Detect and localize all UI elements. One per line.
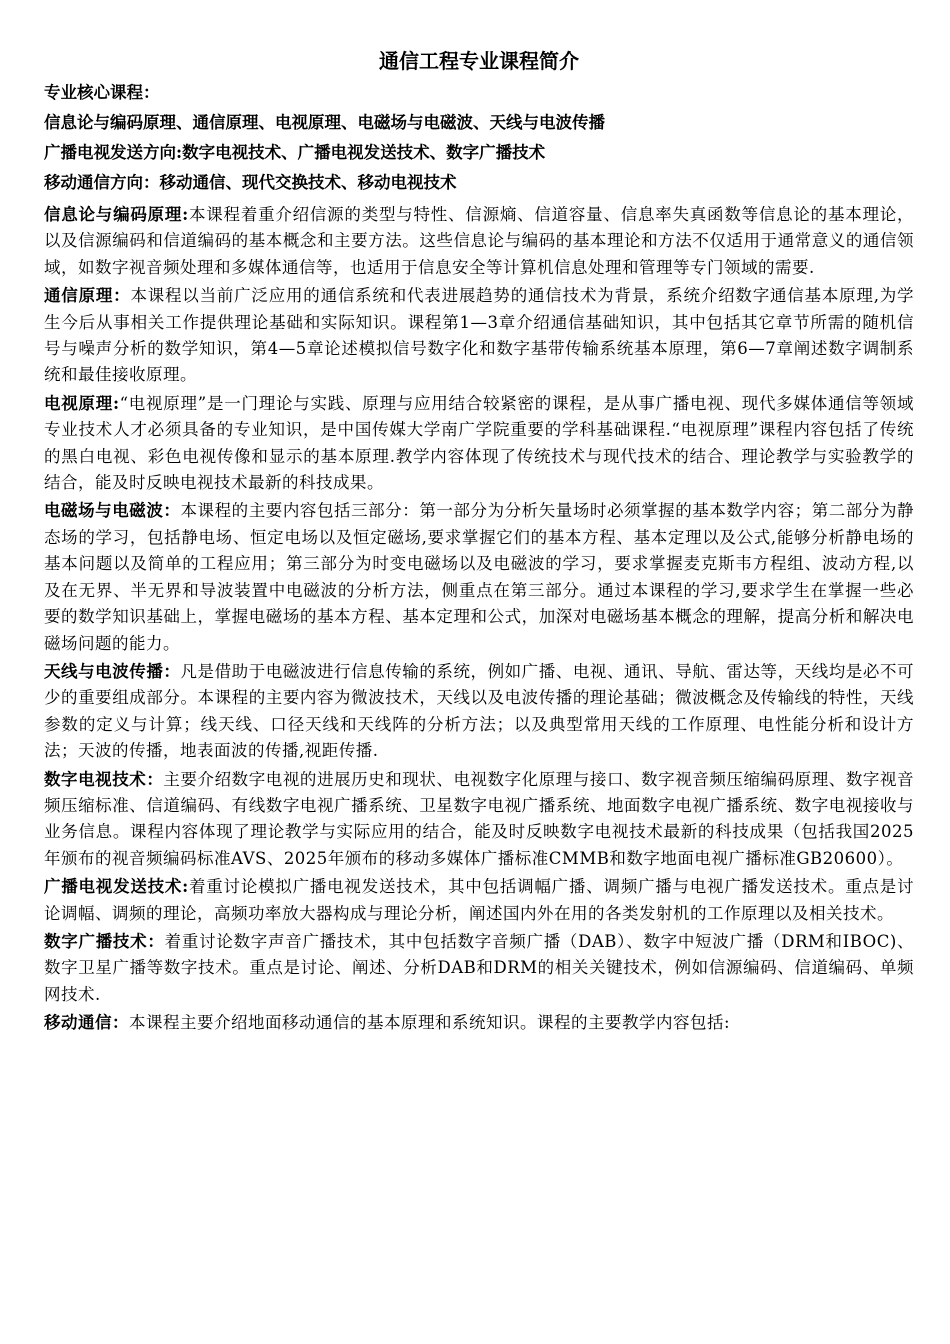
course-tv-principles: [44, 391, 914, 497]
course-term: 电磁场与电磁波：: [44, 501, 181, 521]
course-broadcast-transmission: [44, 874, 914, 927]
document-page: [44, 48, 914, 1039]
course-info-theory: [44, 202, 914, 281]
core-courses-list: 信息论与编码原理、通信原理、电视原理、电磁场与电磁波、天线与电波传播: [44, 113, 605, 132]
mobile-direction-line: 移动通信方向：移动通信、现代交换技术、移动电视技术: [44, 173, 457, 192]
course-description: “电视原理”是一门理论与实践、原理与应用结合较紧密的课程，是从事广播电视、现代多媒体通信等领域专业技术人才必须具备的专业知识，是中国传媒大学南广学院重要的学科基础课程.“电视原理”课程内容包括了传统的黑白电视、彩色电视传像和显示的基本原理.教学内容体现了传统技术与现代技术的结合、理论教学与实验教学的结合，能及时反映电视技术最新的科技成果。: [44, 393, 914, 493]
course-term: 数字广播技术：: [44, 931, 165, 951]
broadcast-direction-line: 广播电视发送方向:数字电视技术、广播电视发送技术、数字广播技术: [44, 143, 546, 162]
course-term: 天线与电波传播：: [44, 661, 181, 681]
course-electromagnetics: [44, 498, 914, 656]
course-digital-tv: [44, 767, 914, 873]
course-term: 移动通信：: [44, 1013, 129, 1033]
course-communication-principles: [44, 283, 914, 389]
course-description: 主要介绍数字电视的进展历史和现状、电视数字化原理与接口、数字视音频压缩编码原理、数字视音频压缩标准、信道编码、有线数字电视广播系统、卫星数字电视广播系统、地面数字电视广播系统、数字电视接收与业务信息。课程内容体现了理论教学与实际应用的结合，能及时反映数字电视技术最新的科技成果（包括我国2025年颁布的视音频编码标准AVS、2025年颁布的移动多媒体广播标准CMMB和数字地面电视广播标准GB20600）。: [44, 769, 915, 868]
course-description: 本课程的主要内容包括三部分：第一部分为分析矢量场时必须掌握的基本数学内容；第二部分为静态场的学习，包括静电场、恒定电场以及恒定磁场,要求掌握它们的基本方程、基本定理以及公式,能够分析静电场的基本问题以及简单的工程应用；第三部分为时变电磁场以及电磁波的学习，要求掌握麦克斯韦方程组、波动方程,以及在无界、半无界和导波装置中电磁波的分析方法，侧重点在第三部分。通过本课程的学习,要求学生在掌握一些必要的数学知识基础上，掌握电磁场的基本方程、基本定理和公式，加深对电磁场基本概念的理解，提高分析和解决电磁场问题的能力。: [44, 501, 915, 653]
course-description: 凡是借助于电磁波进行信息传输的系统，例如广播、电视、通讯、导航、雷达等，天线均是必不可少的重要组成部分。本课程的主要内容为微波技术，天线以及电波传播的理论基础；微波概念及传输线的特性，天线参数的定义与计算；线天线、口径天线和天线阵的分析方法；以及典型常用天线的工作原理、电性能分析和设计方法；天波的传播，地表面波的传播,视距传播.: [44, 661, 915, 761]
course-term: 信息论与编码原理:: [44, 205, 189, 224]
course-description: 着重讨论数字声音广播技术，其中包括数字音频广播（DAB）、数字中短波广播（DRM和IBOC)、数字卫星广播等数字技术。重点是讨论、阐述、分析DAB和DRM的相关关键技术，例如信源编码、信道编码、单频网技术.: [44, 931, 915, 1004]
course-digital-broadcasting: [44, 929, 914, 1008]
course-description: 本课程以当前广泛应用的通信系统和代表进展趋势的通信技术为背景，系统介绍数字通信基本原理,为学生今后从事相关工作提供理论基础和实际知识。课程第1—3章介绍通信基础知识，其中包括其它章节所需的随机信号与噪声分析的数学知识，第4—5章论述模拟信号数字化和数字基带传输系统基本原理，第6—7章阐述数字调制系统和最佳接收原理。: [44, 286, 915, 385]
course-term: 数字电视技术：: [44, 769, 164, 789]
course-term: 广播电视发送技术:: [44, 877, 189, 897]
course-description: 本课程主要介绍地面移动通信的基本原理和系统知识。课程的主要教学内容包括:: [129, 1013, 731, 1033]
course-mobile-communication: [44, 1010, 914, 1036]
course-description: 着重讨论模拟广播电视发送技术，其中包括调幅广播、调频广播与电视广播发送技术。重点是讨论调幅、调频的理论，高频功率放大器构成与理论分析，阐述国内外在用的各类发射机的工作原理以及相关技术。: [44, 877, 915, 923]
page-title: 通信工程专业课程简介: [379, 49, 579, 73]
core-courses-heading: 专业核心课程：: [44, 83, 160, 102]
course-antenna-propagation: [44, 659, 914, 765]
course-term: 通信原理：: [44, 286, 131, 306]
course-term: 电视原理:: [44, 393, 120, 413]
course-description: 本课程着重介绍信源的类型与特性、信源熵、信道容量、信息率失真函数等信息论的基本理论，以及信源编码和信道编码的基本概念和主要方法。这些信息论与编码的基本理论和方法不仅适用于通常意义的通信领域，如数字视音频处理和多媒体通信等，也适用于信息安全等计算机信息处理和管理等专门领域的需要.: [44, 205, 915, 277]
